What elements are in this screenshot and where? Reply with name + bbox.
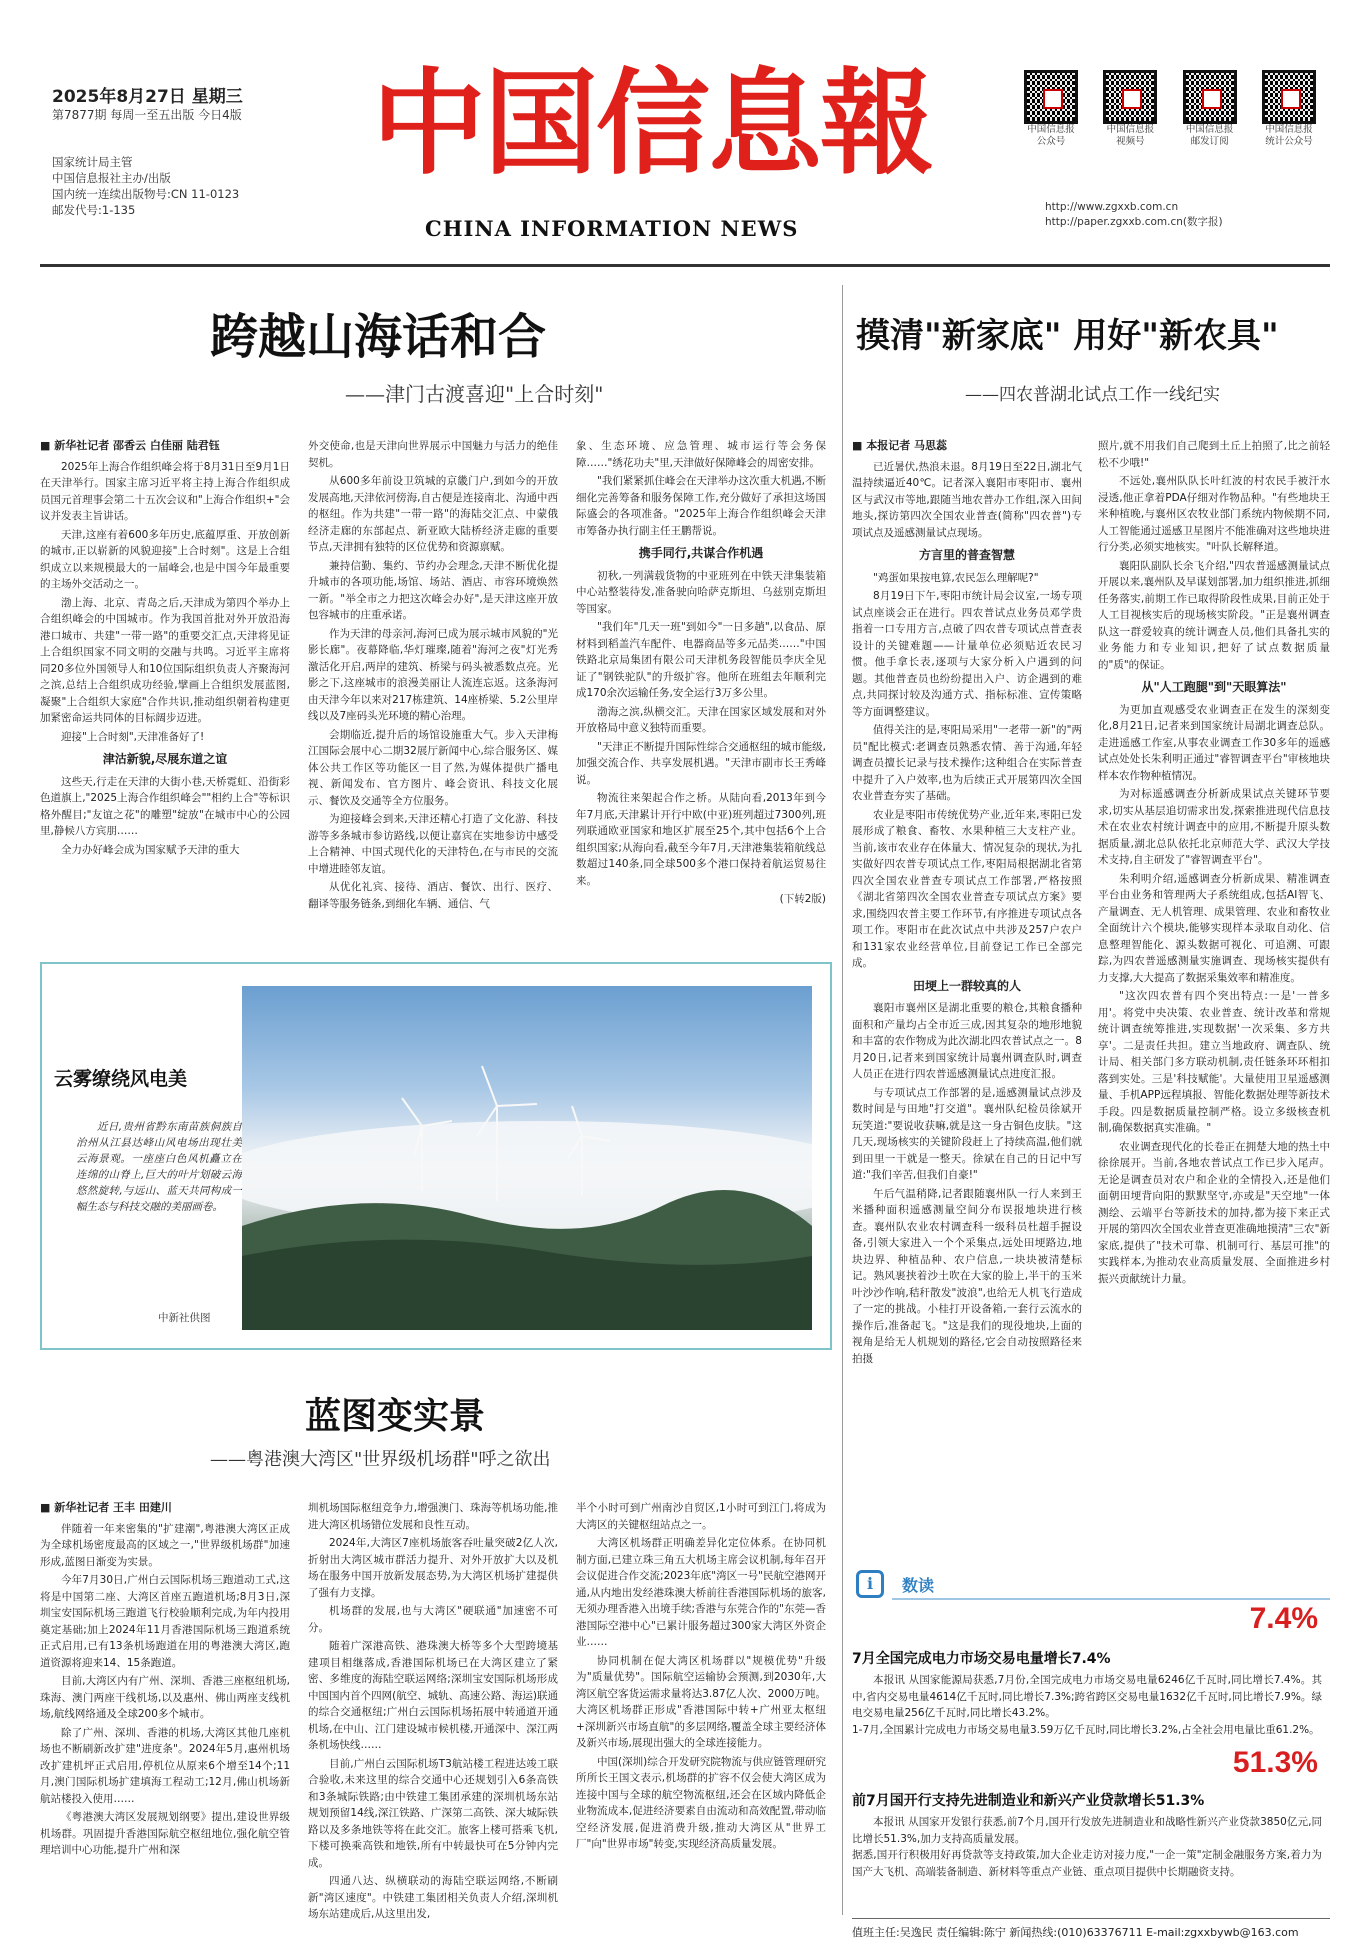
article2-col1 xyxy=(40,1500,290,1861)
paragraph: 农业调查现代化的长卷正在拥楚大地的热土中徐徐展开。当前,各地农普试点工作已步入尾声。无论是调查员对农户和企业的全情投入,还是他们面朝田埂背向阳的默默坚守,亦或是"天空地"一体测绘、云端平台等新技术的加持,都为接下来正式开展的第四次全国农业普查更准确地摸清"三农"新家底,提供了"技术可靠、机制可行、基层可推"的实践样本,为推动农业高质量发展、全面推进乡村振兴贡献统计力量。 xyxy=(1098,1140,1330,1285)
article1-body xyxy=(40,438,832,948)
data-item-body: 本报讯 从国家开发银行获悉,前7个月,国开行发放先进制造业和战略性新兴产业贷款3850亿元,同比增长51.3%,加力支持高质量发展。 据悉,国开行积极用好再贷款等支持政策,加大企业走访对接力度,"一企一策"定制金融服务方案,着力为国产大飞机、高端装备制造、新材料等重点产业链、重点项目提供中长期融资支持。 xyxy=(852,1816,1322,1878)
paragraph: 8月19日下午,枣阳市统计局会议室,一场专项试点座谈会正在进行。四农普试点业务员邓学贵指着一口专用方言,点破了四农普专项试点普查表设计的关键难题——计量单位必须贴近农民习惯。他手拿长表,逐项与大家分析入户遇到的问题。其他普查员也纷纷提出入户、访企遇到的难点,共同探讨较及沟通方式、指标标准、宣传策略等方面调整建议。 xyxy=(852,590,1082,718)
paragraph: 照片,就不用我们自己爬到土丘上拍照了,比之前轻松不少哦!" xyxy=(1098,440,1330,469)
paragraph: 《粤港澳大湾区发展规划纲要》提出,建设世界级机场群。巩固提升香港国际航空枢纽地位,强化航空管理培训中心功能,提升广州和深 xyxy=(40,1811,290,1856)
publisher-line: 国内统一连续出版物号:CN 11-0123 xyxy=(52,187,240,201)
paragraph: 值得关注的是,枣阳局采用"一老带一新"的"两员"配比模式:老调查员熟悉农情、善于沟通,年轻调查员擅长记录与技术操作;这种组合在实际普查中提升了入户效率,也为后续正式开展第四次全国农业普查夯实了基础。 xyxy=(852,724,1082,802)
section-label-underline xyxy=(892,1598,1330,1600)
paragraph: 朱利明介绍,遥感调查分析新成果、精准调查平台由业务和管理两大子系统组成,包括AI智飞、产量调查、无人机管理、成果管理、农业和畜牧业全面统计六个模块,能够实现样本录取自动化、信息整理智能化、源头数据可视化、可追溯、可跟踪,为四农普遥感测量实施调查、现场核实提供有力支撑,大大提高了数据采集效率和精准度。 xyxy=(1098,872,1330,984)
qr-code-stats[interactable] xyxy=(1253,70,1325,148)
qr-icon xyxy=(1183,70,1237,124)
article1-title: 跨越山海话和合 xyxy=(210,309,547,365)
paragraph: 目前,大湾区内有广州、深圳、香港三座枢纽机场,珠海、澳门两座干线机场,以及惠州、佛山两座支线机场,航线网络通及全球200多个城市。 xyxy=(40,1675,290,1720)
date-line: 2025年8月27日 星期三 xyxy=(52,87,243,107)
paragraph: 午后气温稍降,记者跟随襄州队一行人来到王米播种面积遥感测量空间分布误报地块进行核查。襄州队农业农村调查科一级科员杜超手握设备,引领大家进入一个个采集点,远处田埂路边,地块边界、种植品种、农户信息,一块块被清楚标记。熟风裹挟着沙土吹在大家的脸上,半干的玉米叶沙沙作响,秸秆散发"波浪",也给无人机飞行造成了一定的挑战。小桂打开设备箱,一套行云流水的操作后,准备起飞。"这是我们的现役地块,上面的视角是给无人机规划的路径,它会自动按照路径来拍摄 xyxy=(852,1187,1082,1365)
paragraph: "我们紧紧抓住峰会在天津举办这次重大机遇,不断细化完善筹备和服务保障工作,充分做好了承担这场国际盛会的各项准备。"2025年上海合作组织峰会天津市筹备办执行副主任王鹏帮说。 xyxy=(576,475,826,537)
wind-turbine-photo xyxy=(242,986,812,1330)
header-divider xyxy=(40,264,1330,267)
paragraph: 2024年,大湾区7座机场旅客吞吐量突破2亿人次,折射出大湾区城市群活力提升、对外开放扩大以及机场在服务中国开放新发展态势,为大湾区机场扩建提供了强有力支撑。 xyxy=(308,1537,558,1599)
paragraph: 机场群的发展,也与大湾区"硬联通"加速密不可分。 xyxy=(308,1605,558,1634)
paragraph: 目前,广州白云国际机场T3航站楼工程进达竣工联合验收,未来这里的综合交通中心还规划引入6条高铁和3条城际铁路;由中铁建工集团承建的深圳机场东站规划预留14线,深江铁路、广深第二高铁、深大城际铁路以及多条地铁等将在此交汇。旅客上楼可搭乘飞机,下楼可换乘高铁和地铁,所有中转最快可在5分钟内完成。 xyxy=(308,1757,558,1869)
article3-title: 摸清"新家底" 用好"新农具" xyxy=(856,316,1279,356)
data-item-title: 前7月国开行支持先进制造业和新兴产业贷款增长51.3% xyxy=(852,1793,1205,1809)
paragraph: 今年7月30日,广州白云国际机场三跑道动工式,这将是中国第二座、大湾区首座五跑道机场;8月3日,深圳宝安国际机场三跑道飞行校验顺利完成,为年内投用奠定基础;加上2024年11月香港国际机场三跑道系统正式启用,已有13条机场跑道在用的粤港澳大湾区,跑道资源将迎来14、15条跑道。 xyxy=(40,1574,290,1669)
paragraph: 象、生态环境、应急管理、城市运行等会务保障……"绣花功夫"里,天津做好保障峰会的周密安排。 xyxy=(576,440,826,469)
paragraph: 不远处,襄州队队长叶红波的村农民手被汗水浸透,他正拿着PDA仔细对作物品种。"有些地块王米种植晚,与襄州区农牧业部门系统内物候期不同,人工智能通过遥感卫星图片不能准确对这些地块进行分类,必须实地核实。"叶队长解释道。 xyxy=(1098,475,1330,553)
paragraph: 迎接"上合时刻",天津准备好了! xyxy=(61,730,205,743)
data-reading-section xyxy=(852,1550,1330,1910)
qr-code-wechat[interactable] xyxy=(1015,70,1087,148)
website-link[interactable]: http://paper.zgxxb.com.cn(数字报) xyxy=(1045,216,1223,228)
paragraph: 从600多年前设卫筑城的京畿门户,到如今的开放发展高地,天津依河傍海,自古便是连接南北、沟通中西的枢纽。作为共建"一带一路"的海陆交汇点、中蒙俄经济走廊的东部起点、新亚欧大陆桥经济走廊的重要节点,天津拥有独特的区位优势和资源禀赋。 xyxy=(308,475,558,553)
publisher-info xyxy=(52,154,239,218)
photo-title: 云雾缭绕风电美 xyxy=(54,1068,188,1090)
paragraph: "这次四农普有四个突出特点:一是'一普多用'。将党中央决策、农业普查、统计改革和常规统计调查统筹推进,实现数据'一次采集、多方共享'。二是责任共担。建立当地政府、调查队、统计局、相关部门多方联动机制,责任链条环环相扣落到实处。三是'科技赋能'。大量使用卫星遥感测量、手机APP远程填报、智能化数据处理等新技术手段。四是数据质量控制严格。设立多级核查机制,确保数据真实准确。" xyxy=(1098,990,1330,1134)
photo-credit: 中新社供图 xyxy=(158,1312,211,1324)
section-subheading: 津沽新貌,尽展东道之谊 xyxy=(102,752,228,766)
section-label: 数读 xyxy=(902,1576,935,1595)
data-reading-header xyxy=(852,1568,1330,1602)
paragraph: 随着广深港高铁、港珠澳大桥等多个大型跨境基建项目相继落成,香港国际机场已在大湾区建立了紧密、多维度的海陆空联运网络;深圳宝安国际机场形成中国国内首个四网(航空、城轨、高速公路、海运)联通的综合交通枢纽;广州白云国际机场拓展中转通道开通机场,在中山、江门建设城市候机楼,开通深中、深江两条机场快线…… xyxy=(308,1640,558,1751)
publisher-line: 中国信息报社主办/出版 xyxy=(52,171,171,185)
article1-col3 xyxy=(576,438,826,908)
data-item-body: 本报讯 从国家能源局获悉,7月份,全国完成电力市场交易电量6246亿千瓦时,同比增长7.4%。其中,省内交易电量4614亿千瓦时,同比增长7.3%;跨省跨区交易电量1632亿千瓦时,同比增长7.9%。绿电交易电量256亿千瓦时,同比增长43.2%。 1-7月,全国累计完成电力市场交易电量3.59万亿千瓦时,同比增长3.2%,占全社会用电量比重61.2%。 xyxy=(852,1674,1322,1736)
paragraph: 伴随着一年来密集的"扩建潮",粤港澳大湾区正成为全球机场密度最高的区域之一,"世界级机场群"加速形成,蓝图日渐变为实景。 xyxy=(40,1522,290,1568)
website-urls xyxy=(1045,200,1223,230)
qr-codes xyxy=(1015,70,1325,148)
data-figure: 51.3% xyxy=(1232,1746,1318,1779)
paragraph: "天津正不断提升国际性综合交通枢纽的城市能级,加强交流合作、共享发展机遇。"天津市副市长王秀峰说。 xyxy=(576,740,826,786)
article2-subtitle: ——粤港澳大湾区"世界级机场群"呼之欲出 xyxy=(210,1449,551,1470)
article2-byline: ■ 新华社记者 王丰 田建川 xyxy=(40,1501,172,1514)
header xyxy=(0,0,1356,262)
photo-feature xyxy=(40,962,832,1350)
paragraph: 这些天,行走在天津的大街小巷,天桥霓虹、沿街彩色道旗上,"2025上海合作组织峰会""相约上合"等标识格外醒目;"友谊之花"的雕塑"绽放"在城市中心的公园里,静候八方宾朋…… xyxy=(40,775,290,837)
section-subheading: 方言里的普查智慧 xyxy=(918,548,1015,562)
continued-note[interactable]: (下转2版) xyxy=(779,893,826,905)
paragraph: 襄阳队副队长余飞介绍,"四农普遥感测量试点开展以来,襄州队及早谋划部署,加力组织推进,抓细任务落实,前期工作已取得阶段性成果,目前正处于人工目视核实后的现场核实阶段。"正是襄州调查队这一群爱较真的统计调查人员,他们具备扎实的业务能力和专业知识,把好了试点数据质量的"质"的保证。 xyxy=(1098,559,1330,671)
qr-code-subscribe[interactable] xyxy=(1174,70,1246,148)
paragraph: 会期临近,提升后的场馆设施重大气。步入天津梅江国际会展中心二期32展厅新闻中心,综合服务区、媒体公共工作区等功能区一目了然,为媒体提供广播电视、新闻发布、官方图片、峰会资讯、科技文化展示、餐饮及交通等全方位服务。 xyxy=(308,728,558,807)
article2-body xyxy=(40,1500,832,1920)
qr-icon xyxy=(1024,70,1078,124)
paragraph: 襄阳市襄州区是湖北重要的粮仓,其粮食播种面积和产量均占全市近三成,因其复杂的地形地貌和丰富的农作物成为此次湖北四农普试点之一。8月20日,记者来到国家统计局襄州调查队时,调查人员正在进行四农普遥感测量试点进度汇报。 xyxy=(852,1002,1082,1080)
data-item-title: 7月全国完成电力市场交易电量增长7.4% xyxy=(852,1651,1111,1667)
article1-subtitle: ——津门古渡喜迎"上合时刻" xyxy=(345,382,604,406)
paragraph: 为更加直观感受农业调查正在发生的深刻变化,8月21日,记者来到国家统计局湖北调查总队。走进遥感工作室,从事农业调查工作30多年的遥感试点处处长朱利明正通过"睿智调查平台"审核地块样本农作物种植情况。 xyxy=(1098,703,1330,782)
paragraph: 大湾区机场群正明确差异化定位体系。在协同机制方面,已建立珠三角五大机场主席会议机制,每年召开会议促进合作交流;2023年底"湾区一号"民航空港网开通,从内地出发经港珠澳大桥前往香港国际机场的旅客,无须办理香港入出境手续;香港与东莞合作的"东莞—香港国际空港中心"已累计服务超过300家大湾区外资企业…… xyxy=(576,1537,826,1648)
paragraph: 2025年上海合作组织峰会将于8月31日至9月1日在天津举行。国家主席习近平将主持上海合作组织成员国元首理事会第二十五次会议和"上海合作组织+"会议并发表主旨讲话。 xyxy=(40,460,290,522)
publisher-line: 国家统计局主管 xyxy=(52,155,133,169)
website-link[interactable]: http://www.zgxxb.com.cn xyxy=(1045,201,1179,213)
paragraph: 半个小时可到广州南沙自贸区,1小时可到江门,将成为大湾区的关键枢纽站点之一。 xyxy=(576,1502,826,1531)
qr-icon xyxy=(1262,70,1316,124)
article2-title: 蓝图变实景 xyxy=(305,1395,486,1437)
article3-col2 xyxy=(1098,438,1330,1289)
paragraph: 从优化礼宾、接待、酒店、餐饮、出行、医疗、翻译等服务链条,到细化车辆、通信、气 xyxy=(308,881,558,910)
article2-col2 xyxy=(308,1500,558,1925)
qr-icon xyxy=(1103,70,1157,124)
paragraph: 全力办好峰会成为国家赋予天津的重大 xyxy=(61,843,240,856)
section-subheading: 携手同行,共谋合作机遇 xyxy=(638,546,764,560)
qr-code-video[interactable] xyxy=(1094,70,1166,148)
qr-label: 中国信息报 统计公众号 xyxy=(1265,124,1313,147)
paragraph: 与专项试点工作部署的是,遥感测量试点涉及数时间是与田地"打交道"。襄州队纪检员徐斌开玩笑道:"要说收获嘛,就是这一身古铜色皮肤。"这几天,现场核实的关键阶段赶上了持续高温,他们就到田里一干就是一整天。徐斌在自己的日记中写道:"我们辛苦,但我们自豪!" xyxy=(852,1086,1082,1181)
section-subheading: 从"人工跑腿"到"天眼算法" xyxy=(1141,680,1287,694)
paragraph: 天津,这座有着600多年历史,底蕴厚重、开放创新的城市,正以崭新的风貌迎接"上合时刻"。这是上合组织成立以来规模最大的一届峰会,也是中国今年最重要的主场外交活动之一。 xyxy=(40,528,290,590)
qr-label: 中国信息报 视频号 xyxy=(1106,124,1155,147)
paragraph: 兼持信勤、集约、节约办会理念,天津不断优化提升城市的各项功能,场馆、场站、酒店、市容环境焕然一新。"举全市之力把这次峰会办好",是天津这座开放包容城市的庄重承诺。 xyxy=(308,559,558,621)
masthead-english: CHINA INFORMATION NEWS xyxy=(425,216,799,241)
paragraph: 除了广州、深圳、香港的机场,大湾区其他几座机场也不断刷新改扩建"进度条"。2024年5月,惠州机场改扩建机坪正式启用,停机位从原来6个增至14个;11月,澳门国际机场扩建填海工程动工;12月,佛山机场新航站楼投入使用…… xyxy=(40,1726,290,1805)
photo-caption: 近日,贵州省黔东南苗族侗族自治州从江县达峰山风电场出现壮美云海景观。一座座白色风机矗立在连绵的山脊上,巨大的叶片划破云海悠然旋转,与远山、蓝天共同构成一幅生态与科技交融的美丽画卷。 xyxy=(76,1121,242,1213)
article3-col1 xyxy=(852,438,1082,1369)
qr-label: 中国信息报 公众号 xyxy=(1027,124,1075,147)
paragraph: 四通八达、纵横联动的海陆空联运网络,不断刷新"湾区速度"。中铁建工集团相关负责人介绍,深圳机场东站建成后,从这里出发, xyxy=(308,1875,558,1920)
article3-byline: ■ 本报记者 马思蕊 xyxy=(852,439,948,452)
article3-subtitle: ——四农普湖北试点工作一线纪实 xyxy=(965,385,1220,405)
article1-col1 xyxy=(40,438,290,860)
paragraph: 中国(深圳)综合开发研究院物流与供应链管理研究所所长王国文表示,机场群的扩容不仅会使大湾区成为连接中国与全球的航空物流枢纽,还会在区域内降低企业物流成本,促进经济要素自由流动和高效配置,带动临空经济发展,促进消费升级,推动大湾区从"世界工厂"向"世界市场"转变,实现经济高质量发展。 xyxy=(576,1755,826,1850)
paragraph: 渤上海、北京、青岛之后,天津成为第四个举办上合组织峰会的中国城市。作为我国首批对外开放沿海港口城市、共建"一带一路"的重要交汇点,天津将见证上合组织国家不同文明的交融与共鸣。习近平主席将同20多位外国领导人和10位国际组织负责人齐聚海河之滨,总结上合组织成功经验,擘画上合组织发展蓝图,凝聚"上合组织大家庭"合作共识,推动组织朝着构建更加紧密命运共同体的目标阔步迈进。 xyxy=(40,596,290,724)
issue-line: 第7877期 每周一至五出版 今日4版 xyxy=(52,108,242,122)
paragraph: "鸡蛋如果按电算,农民怎么理解呢?" xyxy=(873,571,1039,584)
paragraph: 为对标遥感调查分析新成果试点关键环节要求,切实从基层追切需求出发,探索推进现代信息技术在农业农村统计调查中的应用,不断提升原头数据质量,湖北总队依托北京师范大学、武汉大学技术支持,自主研发了"睿智调查平台"。 xyxy=(1098,788,1330,866)
paragraph: 物流往来架起合作之桥。从陆向看,2013年到今年7月底,天津累计开行中欧(中亚)班列超过7300列,班列联通欧亚国家和地区扩展至25个,其中包括6个上合组织国家;从海向看,截至今年7月,天津港集装箱航线总数超过140条,同全球500多个港口保持着航运贸易往来。 xyxy=(576,792,826,887)
column-divider xyxy=(842,285,843,1915)
paragraph: 外交使命,也是天津向世界展示中国魅力与活力的绝佳契机。 xyxy=(308,440,558,469)
paragraph: 初秋,一列满载货物的中亚班列在中铁天津集装箱中心站整装待发,准备驶向哈萨克斯坦、乌兹别克斯坦等国家。 xyxy=(576,569,826,615)
data-figure: 7.4% xyxy=(1249,1602,1318,1635)
qr-label: 中国信息报 邮发订阅 xyxy=(1185,124,1234,147)
footer-divider xyxy=(852,1918,1330,1919)
footer-credits: 值班主任:吴逸民 责任编辑:陈宁 新闻热线:(010)63376711 E-mail:zgxxbywb@163.com xyxy=(852,1926,1299,1939)
publisher-line: 邮发代号:1-135 xyxy=(52,203,136,217)
paragraph: 为迎接峰会到来,天津还精心打造了文化游、科技游等多条城市参访路线,以便让嘉宾在实地参访中感受上合精神、中国式现代化的天津特色,在与市民的交流中增进睦邻友谊。 xyxy=(308,813,558,875)
section-subheading: 田埂上一群较真的人 xyxy=(912,978,1021,993)
article1-byline: ■ 新华社记者 邵香云 白佳丽 陆君钰 xyxy=(40,439,220,452)
article2-col3 xyxy=(576,1500,826,1855)
paragraph: "我们年"几天一班"到如今"一日多趟",以食品、原材料到稻盖汽车配件、电器商品等多元品类……"中国铁路北京局集团有限公司天津机务段智能员李庆全见证了"钢铁驼队"的升级扩容。他所在班组去年顺利完成170余次运输任务,安全运行3万多公里。 xyxy=(576,621,826,699)
paragraph: 圳机场国际枢纽竞争力,增强澳门、珠海等机场功能,推进大湾区机场错位发展和良性互动。 xyxy=(308,1502,558,1531)
masthead-logo: 中国信息報 xyxy=(372,56,933,190)
paragraph: 渤海之滨,纵横交汇。天津在国家区域发展和对外开放格局中意义独特而重要。 xyxy=(576,705,826,734)
paragraph: 作为天津的母亲河,海河已成为展示城市风貌的"光影长廊"。夜幕降临,华灯璀璨,随着"海河之夜"灯光秀激活化开启,两岸的建筑、桥梁与码头被悉数点亮。光影之下,这座城市的浪漫美丽让人流连忘返。这条海河由天津今年以来对217栋建筑、14座桥梁、5.2公里岸线以及7座码头光环境的精心治理。 xyxy=(308,627,558,722)
article1-col2 xyxy=(308,438,558,914)
info-icon: i xyxy=(856,1570,884,1598)
article3-body xyxy=(852,438,1330,1538)
paragraph: 已近暑伏,热浪未退。8月19日至22日,湖北气温持续逼近40℃。记者深入襄阳市枣阳市、襄州区与武汉市等地,跟随当地农普办工作组,深入田间地头,探访第四次全国农业普查(简称"四农普")专项试点及遥感测量试点现场。 xyxy=(852,460,1082,539)
paragraph: 协同机制在促大湾区机场群以"规模优势"升级为"质量优势"。国际航空运输协会预测,到2030年,大湾区航空客货运需求量将达3.87亿人次、2000万吨。大湾区机场群正形成"香港国际中转+广州亚太枢纽+深圳新兴市场直航"的多层网络,覆盖全球主要经济体及新兴市场,展现出强大的全球连接能力。 xyxy=(576,1654,826,1749)
paragraph: 农业是枣阳市传统优势产业,近年来,枣阳已发展形成了粮食、畜牧、水果种植三大支柱产业。当前,该市农业存在体量大、情况复杂的现状,为扎实做好四农普专项试点工作,枣阳局根据湖北省第四次全国农业普查专项试点工作部署,严格按照《湖北省第四次全国农业普查专项试点方案》要求,围绕四农普主要工作环节,有序推进专项试点各项工作。枣阳市在此次试点中共涉及257户农户和131家农业经营单位,目前登记工作已全部完成。 xyxy=(852,808,1082,969)
wind-turbine-illustration xyxy=(242,986,812,1330)
